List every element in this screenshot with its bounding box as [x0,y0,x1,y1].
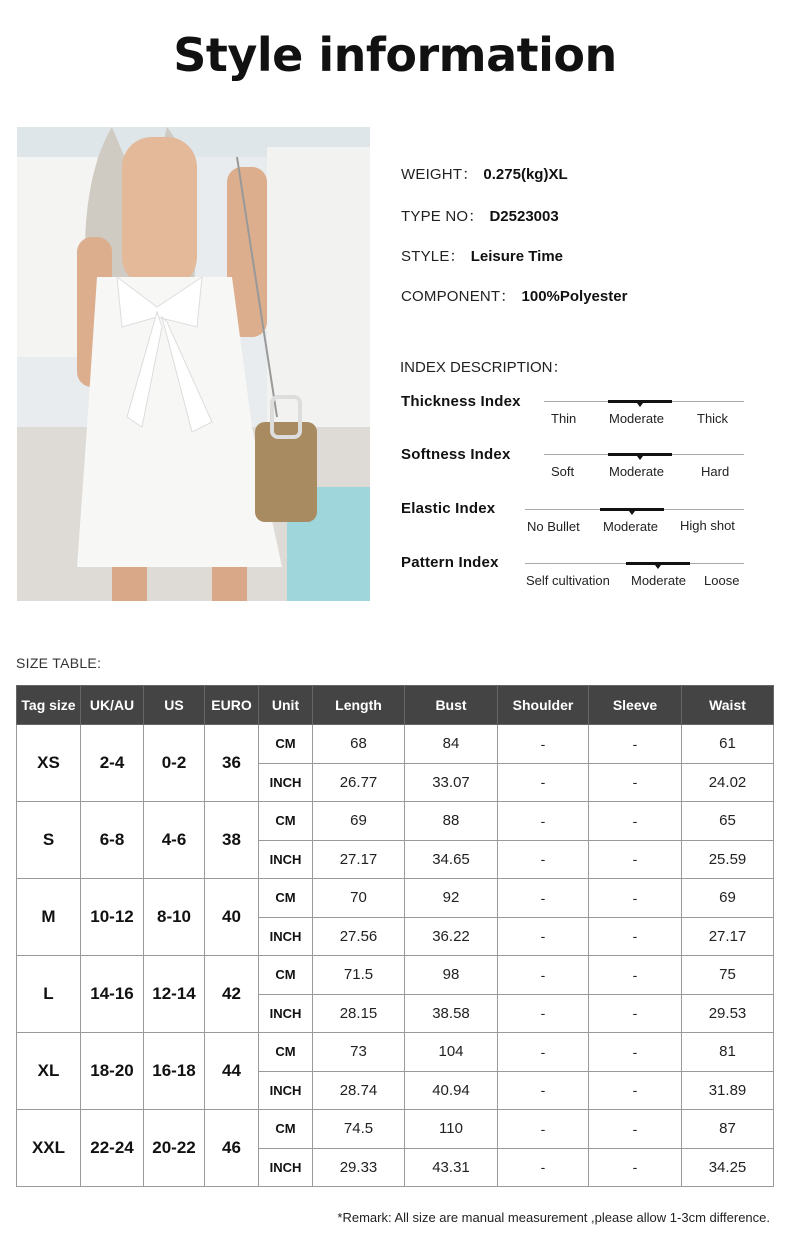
sleeve-cell: - [589,802,682,841]
spec-style-label: STYLE： [401,248,465,265]
waist-cell: 81 [682,1033,774,1072]
sleeve-cell: - [589,917,682,956]
length-cell: 71.5 [313,956,405,995]
size-table-title: SIZE TABLE: [16,655,102,671]
index-option: High shot [680,518,735,533]
tag-size-cell: XL [17,1033,81,1110]
waist-cell: 34.25 [682,1148,774,1187]
index-option: Moderate [603,519,658,534]
length-cell: 27.56 [313,917,405,956]
sleeve-cell: - [589,956,682,995]
index-name: Softness Index [401,446,511,463]
us-size-cell: 4-6 [144,802,205,879]
spec-style-value: Leisure Time [470,248,563,265]
table-row [17,725,774,764]
header-cell: US [144,686,205,725]
index-thickness [401,393,761,433]
waist-cell: 25.59 [682,840,774,879]
length-cell: 70 [313,879,405,918]
spec-weight [401,163,568,184]
length-cell: 29.33 [313,1148,405,1187]
length-cell: 69 [313,802,405,841]
uk-size-cell: 6-8 [81,802,144,879]
euro-size-cell: 46 [205,1110,259,1187]
shoulder-cell: - [498,956,589,995]
index-name: Pattern Index [401,554,499,571]
shoulder-cell: - [498,994,589,1033]
index-softness [401,446,761,486]
tag-size-cell: M [17,879,81,956]
header-cell: Waist [682,686,774,725]
header-cell: Length [313,686,405,725]
shoulder-cell: - [498,802,589,841]
index-option: Hard [701,464,730,479]
shoulder-cell: - [498,917,589,956]
shoulder-cell: - [498,725,589,764]
index-option: Loose [704,573,740,588]
unit-cell: CM [259,956,313,995]
us-size-cell: 0-2 [144,725,205,802]
header-cell: Unit [259,686,313,725]
unit-cell: INCH [259,994,313,1033]
spec-type-no [401,205,559,226]
sleeve-cell: - [589,879,682,918]
spec-style [401,245,563,266]
index-option: Soft [551,464,575,479]
sleeve-cell: - [589,840,682,879]
table-row [17,802,774,841]
unit-cell: CM [259,1110,313,1149]
us-size-cell: 16-18 [144,1033,205,1110]
tag-size-cell: XS [17,725,81,802]
sleeve-cell: - [589,1110,682,1149]
index-pointer-icon [655,565,661,569]
waist-cell: 87 [682,1110,774,1149]
length-cell: 73 [313,1033,405,1072]
sleeve-cell: - [589,994,682,1033]
index-option: No Bullet [527,519,580,534]
bust-cell: 40.94 [405,1071,498,1110]
sleeve-cell: - [589,1071,682,1110]
index-elastic [401,500,761,540]
table-row [17,1110,774,1149]
sleeve-cell: - [589,1033,682,1072]
spec-type-no-label: TYPE NO： [401,208,484,225]
waist-cell: 27.17 [682,917,774,956]
index-option: Moderate [609,411,664,426]
waist-cell: 65 [682,802,774,841]
index-option: Self cultivation [526,573,610,588]
spec-component [401,285,627,306]
index-option: Thick [697,411,729,426]
unit-cell: INCH [259,840,313,879]
spec-weight-label: WEIGHT： [401,166,478,183]
uk-size-cell: 14-16 [81,956,144,1033]
waist-cell: 61 [682,725,774,764]
bust-cell: 36.22 [405,917,498,956]
waist-cell: 24.02 [682,763,774,802]
tag-size-cell: XXL [17,1110,81,1187]
index-name: Elastic Index [401,500,496,517]
length-cell: 28.74 [313,1071,405,1110]
tag-size-cell: S [17,802,81,879]
unit-cell: CM [259,725,313,764]
index-option: Moderate [631,573,686,588]
bust-cell: 88 [405,802,498,841]
us-size-cell: 12-14 [144,956,205,1033]
spec-type-no-value: D2523003 [489,208,559,225]
index-pattern [401,554,761,594]
header-cell: Tag size [17,686,81,725]
unit-cell: INCH [259,1071,313,1110]
bust-cell: 84 [405,725,498,764]
waist-cell: 29.53 [682,994,774,1033]
sleeve-cell: - [589,763,682,802]
unit-cell: INCH [259,1148,313,1187]
unit-cell: CM [259,1033,313,1072]
us-size-cell: 20-22 [144,1110,205,1187]
remark-note: *Remark: All size are manual measurement ,please allow 1-3cm difference. [337,1210,770,1225]
uk-size-cell: 18-20 [81,1033,144,1110]
euro-size-cell: 38 [205,802,259,879]
bust-cell: 38.58 [405,994,498,1033]
bust-cell: 98 [405,956,498,995]
sleeve-cell: - [589,1148,682,1187]
bust-cell: 34.65 [405,840,498,879]
size-table-header-row [17,686,774,725]
shoulder-cell: - [498,840,589,879]
waist-cell: 69 [682,879,774,918]
euro-size-cell: 36 [205,725,259,802]
uk-size-cell: 10-12 [81,879,144,956]
length-cell: 27.17 [313,840,405,879]
euro-size-cell: 42 [205,956,259,1033]
unit-cell: INCH [259,763,313,802]
length-cell: 68 [313,725,405,764]
shoulder-cell: - [498,1071,589,1110]
uk-size-cell: 2-4 [81,725,144,802]
spec-component-value: 100%Polyester [521,288,628,305]
header-cell: Shoulder [498,686,589,725]
bust-cell: 43.31 [405,1148,498,1187]
bust-cell: 110 [405,1110,498,1149]
index-option: Moderate [609,464,664,479]
table-row [17,956,774,995]
shoulder-cell: - [498,1148,589,1187]
index-pointer-icon [637,456,643,460]
product-photo [17,127,370,601]
length-cell: 74.5 [313,1110,405,1149]
euro-size-cell: 44 [205,1033,259,1110]
shoulder-cell: - [498,763,589,802]
size-table [16,685,774,1187]
index-option: Thin [551,411,577,426]
bust-cell: 92 [405,879,498,918]
unit-cell: CM [259,879,313,918]
index-pointer-icon [637,403,643,407]
us-size-cell: 8-10 [144,879,205,956]
header-cell: Bust [405,686,498,725]
index-name: Thickness Index [401,393,521,410]
uk-size-cell: 22-24 [81,1110,144,1187]
table-row [17,879,774,918]
index-description-heading: INDEX DESCRIPTION： [400,359,568,376]
waist-cell: 31.89 [682,1071,774,1110]
unit-cell: CM [259,802,313,841]
euro-size-cell: 40 [205,879,259,956]
waist-cell: 75 [682,956,774,995]
header-cell: EURO [205,686,259,725]
length-cell: 26.77 [313,763,405,802]
shoulder-cell: - [498,1110,589,1149]
header-cell: Sleeve [589,686,682,725]
shoulder-cell: - [498,1033,589,1072]
page-title: Style information [173,28,617,82]
header-cell: UK/AU [81,686,144,725]
bust-cell: 33.07 [405,763,498,802]
length-cell: 28.15 [313,994,405,1033]
shoulder-cell: - [498,879,589,918]
sleeve-cell: - [589,725,682,764]
spec-weight-value: 0.275(kg)XL [483,166,568,183]
unit-cell: INCH [259,917,313,956]
bust-cell: 104 [405,1033,498,1072]
index-pointer-icon [629,511,635,515]
table-row [17,1033,774,1072]
spec-component-label: COMPONENT： [401,288,516,305]
tag-size-cell: L [17,956,81,1033]
